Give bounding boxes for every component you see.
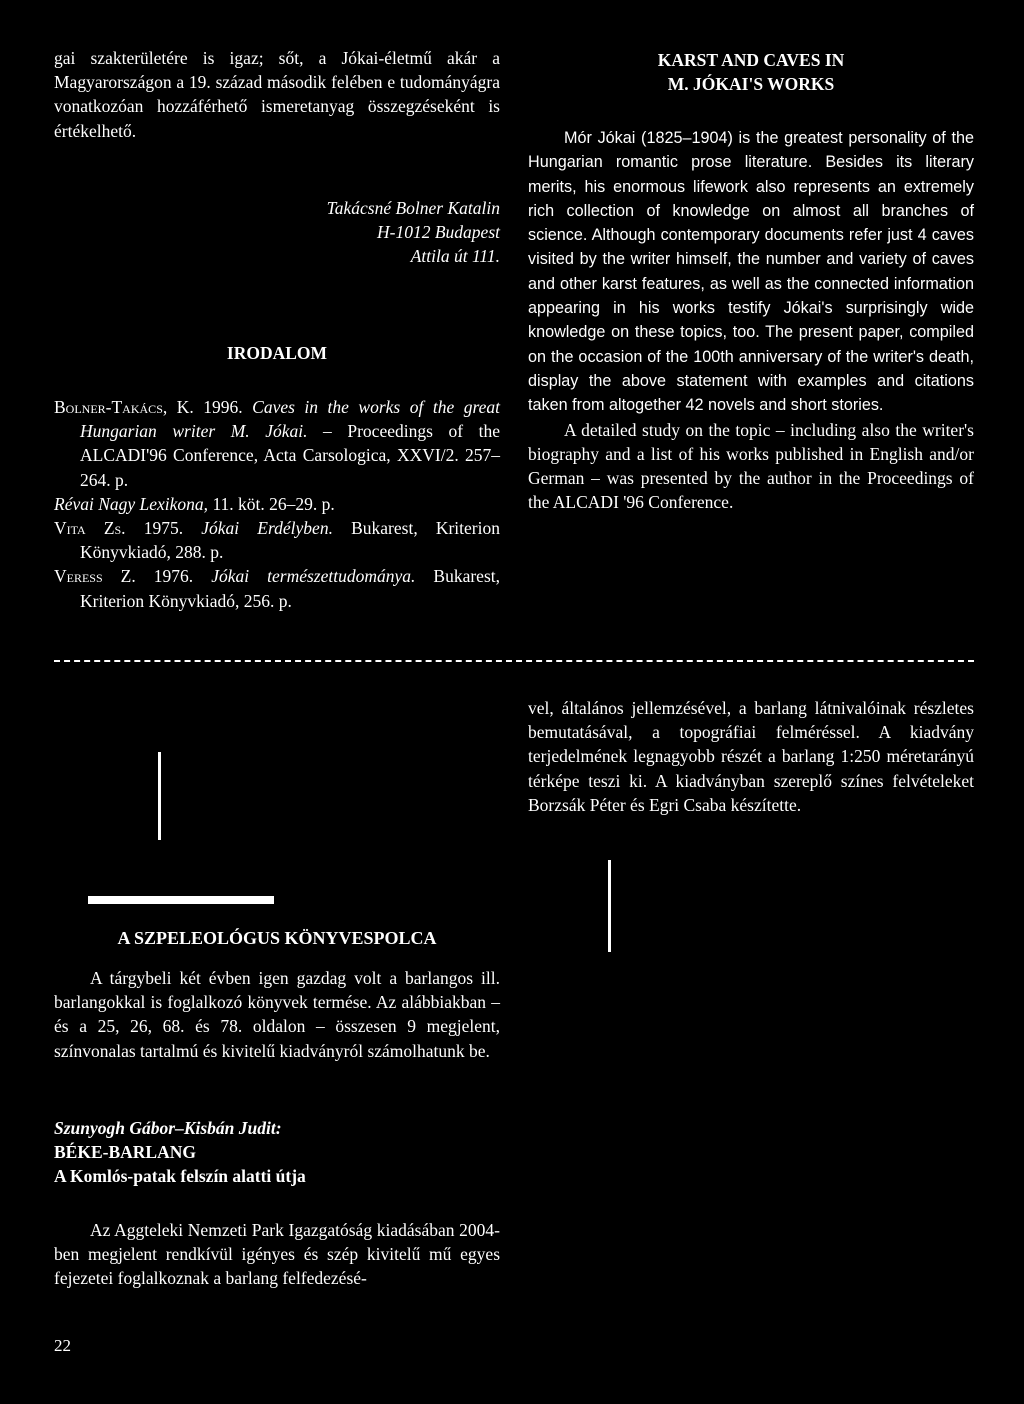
decorative-vertical-rule — [608, 860, 611, 952]
dashed-divider — [54, 660, 974, 662]
english-paragraph-1: Mór Jókai (1825–1904) is the greatest personality of the Hungarian romantic prose literature. Besides its literary merits, his enormous lifework also represents an extremely rich collection of knowledge on almost all branches of science. Although contemporary documents refer just 4 caves visited by the writer himself, the number and variety of caves and other karst features, as well as the connected information appearing in his works testify Jókai's surprisingly wide knowledge on these topics, too. The present paper, compiled on the occasion of the 100th anniversary of the writer's death, display the above statement with examples and citations taken from altogether 42 novels and short stories. — [528, 129, 974, 415]
reference-rest: Bukarest, Kriterion Könyvkiadó, 288. p. — [80, 518, 500, 563]
reference-item — [54, 516, 500, 564]
reference-rest: – Proceedings of the ALCADI'96 Conference, Acta Carsologica, XXVI/2. 257–264. p. — [80, 421, 500, 490]
reference-author: Veress Z. — [54, 566, 136, 587]
page-number: 22 — [54, 1336, 71, 1355]
book-description-text: Az Aggteleki Nemzeti Park Igazgatóság kiadásában 2004-ben megjelent rendkívül igényes és szép kivitelű mű egyes fejezetei foglalkoznak a barlang felfedezésé- — [54, 1220, 500, 1289]
intro-paragraph — [54, 46, 500, 143]
reference-rest: Bukarest, Kriterion Könyvkiadó, 256. p. — [80, 566, 500, 611]
english-summary-body — [528, 126, 974, 515]
book-description — [54, 1218, 500, 1291]
reference-title: Jókai Erdélyben. — [201, 518, 333, 539]
references-list — [54, 395, 500, 613]
english-summary-title — [528, 48, 974, 96]
author-signature — [200, 196, 500, 269]
english-title-line2: M. JÓKAI'S WORKS — [667, 74, 835, 94]
english-title-line1: KARST AND CAVES IN — [657, 50, 845, 70]
reference-rest: 11. köt. 26–29. p. — [208, 493, 335, 514]
signature-city: H-1012 Budapest — [377, 222, 500, 243]
reference-item — [54, 492, 500, 516]
reference-title: Jókai természettudománya. — [211, 566, 416, 587]
reference-title: Caves in the works of the great Hungarian writer M. Jókai. — [80, 397, 501, 442]
reference-author: Vita Zs. — [54, 518, 126, 539]
bookshelf-intro — [54, 966, 500, 1063]
reference-item — [54, 395, 500, 492]
reference-item — [54, 564, 500, 612]
book-authors: Szunyogh Gábor–Kisbán Judit: — [54, 1118, 282, 1138]
bookshelf-intro-text: A tárgybeli két évben igen gazdag volt a barlangos ill. barlangokkal is foglalkozó könyvek termése. Az alábbiakban – és a 25, 26, 68. és 78. oldalon – összesen 9 megjelent, színvonalas tartalmú és kivitelű kiadványról számolhatunk be. — [54, 968, 500, 1061]
bookshelf-section-title: A SZPELEOLÓGUS KÖNYVESPOLCA — [117, 928, 437, 948]
references-heading: IRODALOM — [226, 343, 328, 363]
signature-name: Takácsné Bolner Katalin — [326, 198, 500, 218]
continued-text: vel, általános jellemzésével, a barlang látnivalóinak részletes bemutatásával, a topográfiai felméréssel. A kiadvány terjedelmének legnagyobb részét a barlang 1:250 méretarányú térképe teszi ki. A kiadványban szereplő színes felvételeket Borzsák Péter és Egri Csaba készítette. — [528, 698, 974, 815]
book-description-continued — [528, 696, 974, 817]
reference-year: 1975. — [125, 518, 202, 539]
english-paragraph-2: A detailed study on the topic – including also the writer's biography and a list of his works published in English and/or German – was presented by the author in the Proceedings of the ALCADI '96 Conference. — [528, 419, 974, 513]
intro-text: gai szakterületére is igaz; sőt, a Jókai-életmű akár a Magyarországon a 19. század második felében e tudományágra vonatkozóan hozzáférhető ismeretanyag összegzéseként is értékelhető. — [54, 48, 500, 141]
reference-title: Révai Nagy Lexikona, — [54, 493, 209, 514]
book-heading — [54, 1116, 500, 1189]
book-subtitle: A Komlós-patak felszín alatti útja — [54, 1166, 306, 1187]
reference-author: Bolner-Takács, K. — [54, 397, 194, 417]
decorative-vertical-rule — [158, 752, 161, 840]
reference-year: 1976. — [135, 566, 212, 587]
signature-street: Attila út 111. — [410, 246, 500, 267]
reference-year: 1996. — [193, 397, 253, 417]
decorative-horizontal-rule — [88, 896, 274, 904]
book-title: BÉKE-BARLANG — [54, 1142, 196, 1163]
